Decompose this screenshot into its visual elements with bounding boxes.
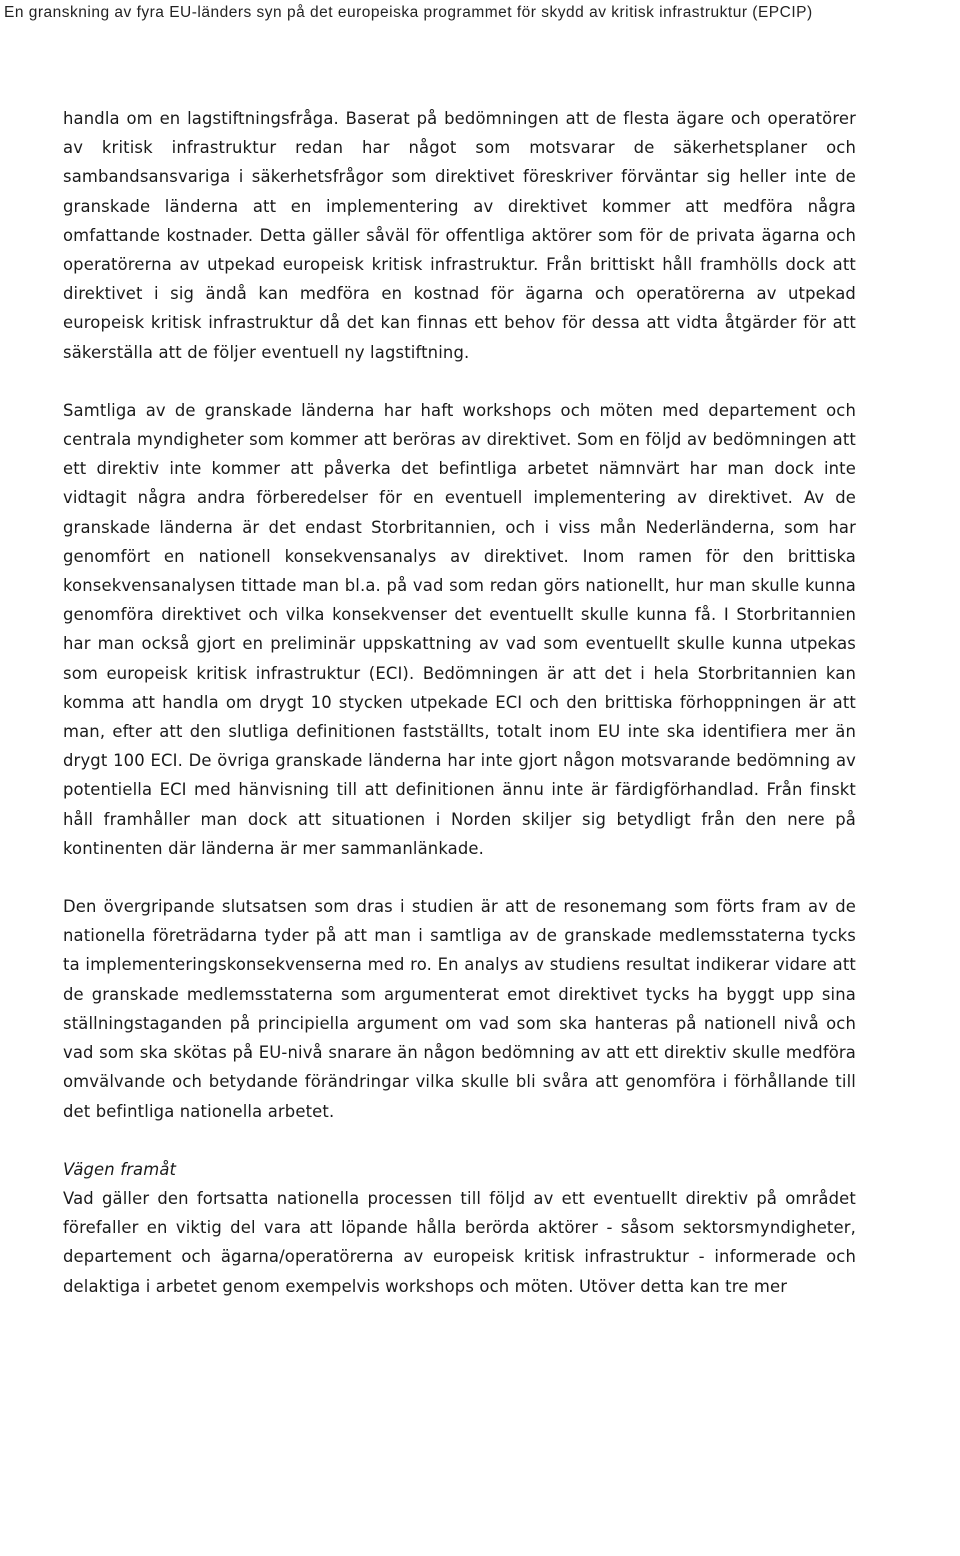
running-header: En granskning av fyra EU-länders syn på det europeiska programmet för skydd av kritisk infrastruktur (EPCIP) xyxy=(4,4,813,21)
body-paragraph: Samtliga av de granskade länderna har haft workshops och möten med departement och centrala myndigheter som kommer att beröras av direktivet. Som en följd av bedömningen att ett direktiv inte kommer att påverka det befintliga arbetet nämnvärt har man dock inte vidtagit några andra förberedelser för en eventuell implementering av direktivet. Av de granskade länderna är det endast Storbritannien, och i viss mån Nederländerna, som har genomfört en nationell konsekvensanalys av direktivet. Inom ramen för den brittiska konsekvensanalysen tittade man bl.a. på vad som redan görs nationellt, hur man skulle kunna genomföra direktivet och vilka konsekvenser det eventuellt skulle kunna få. I Storbritannien har man också gjort en preliminär uppskattning av vad som eventuellt skulle kunna utpekas som europeisk kritisk infrastruktur (ECI). Bedömningen är att det i hela Storbritannien kan komma att handla om drygt 10 stycken utpekade ECI och den brittiska förhoppningen är att man, efter att den slutliga definitionen fastställts, totalt inom EU inte ska identifiera mer än drygt 100 ECI. De övriga granskade länderna har inte gjort någon motsvarande bedömning av potentiella ECI med hänvisning till att definitionen ännu inte är färdigförhandlad. Från finskt håll framhåller man dock att situationen i Norden skiljer sig betydligt från den nere på kontinenten där länderna är mer sammanlänkade. xyxy=(63,400,856,858)
body-paragraph: Den övergripande slutsatsen som dras i studien är att de resonemang som förts fram av de nationella företrädarna tyder på att man i samtliga av de granskade medlemsstaterna tycks ta implementeringskonsekvenserna med ro. En analys av studiens resultat indikerar vidare att de granskade medlemsstaterna som argumenterat emot direktivet tycks ha byggt upp sina ställningstaganden på principiella argument om vad som ska hanteras på nationell nivå och vad som ska skötas på EU-nivå snarare än någon bedömning av att ett direktiv skulle medföra omvälvande och betydande förändringar vilka skulle bli svåra att genomföra i förhållande till det befintliga nationella arbetet. xyxy=(63,897,856,1121)
section-paragraph: Vad gäller den fortsatta nationella processen till följd av ett eventuellt direktiv på området förefaller en viktig del vara att löpande hålla berörda aktörer - såsom sektorsmyndigheter, departement och ägarna/operatörerna av europeisk kritisk infrastruktur - informerade och delaktiga i arbetet genom exempelvis workshops och möten. Utöver detta kan tre mer xyxy=(63,1188,856,1296)
body-paragraph: handla om en lagstiftningsfråga. Baserat på bedömningen att de flesta ägare och operatörer av kritisk infrastruktur redan har något som motsvarar de säkerhetsplaner och sambandsansvariga i säkerhetsfrågor som direktivet föreskriver förväntar sig heller inte de granskade länderna att en implementering av direktivet kommer att medföra några omfattande kostnader. Detta gäller såväl för offentliga aktörer som för de privata ägarna och operatörerna av utpekad europeisk kritisk infrastruktur. Från brittiskt håll framhölls dock att direktivet i sig ändå kan medföra en kostnad för ägarna och operatörerna av utpekad europeisk kritisk infrastruktur då det kan finnas ett behov för dessa att vidta åtgärder för att säkerställa att de följer eventuell ny lagstiftning. xyxy=(63,109,856,362)
document-body xyxy=(63,104,856,1301)
section-heading: Vägen framåt xyxy=(63,1159,177,1179)
